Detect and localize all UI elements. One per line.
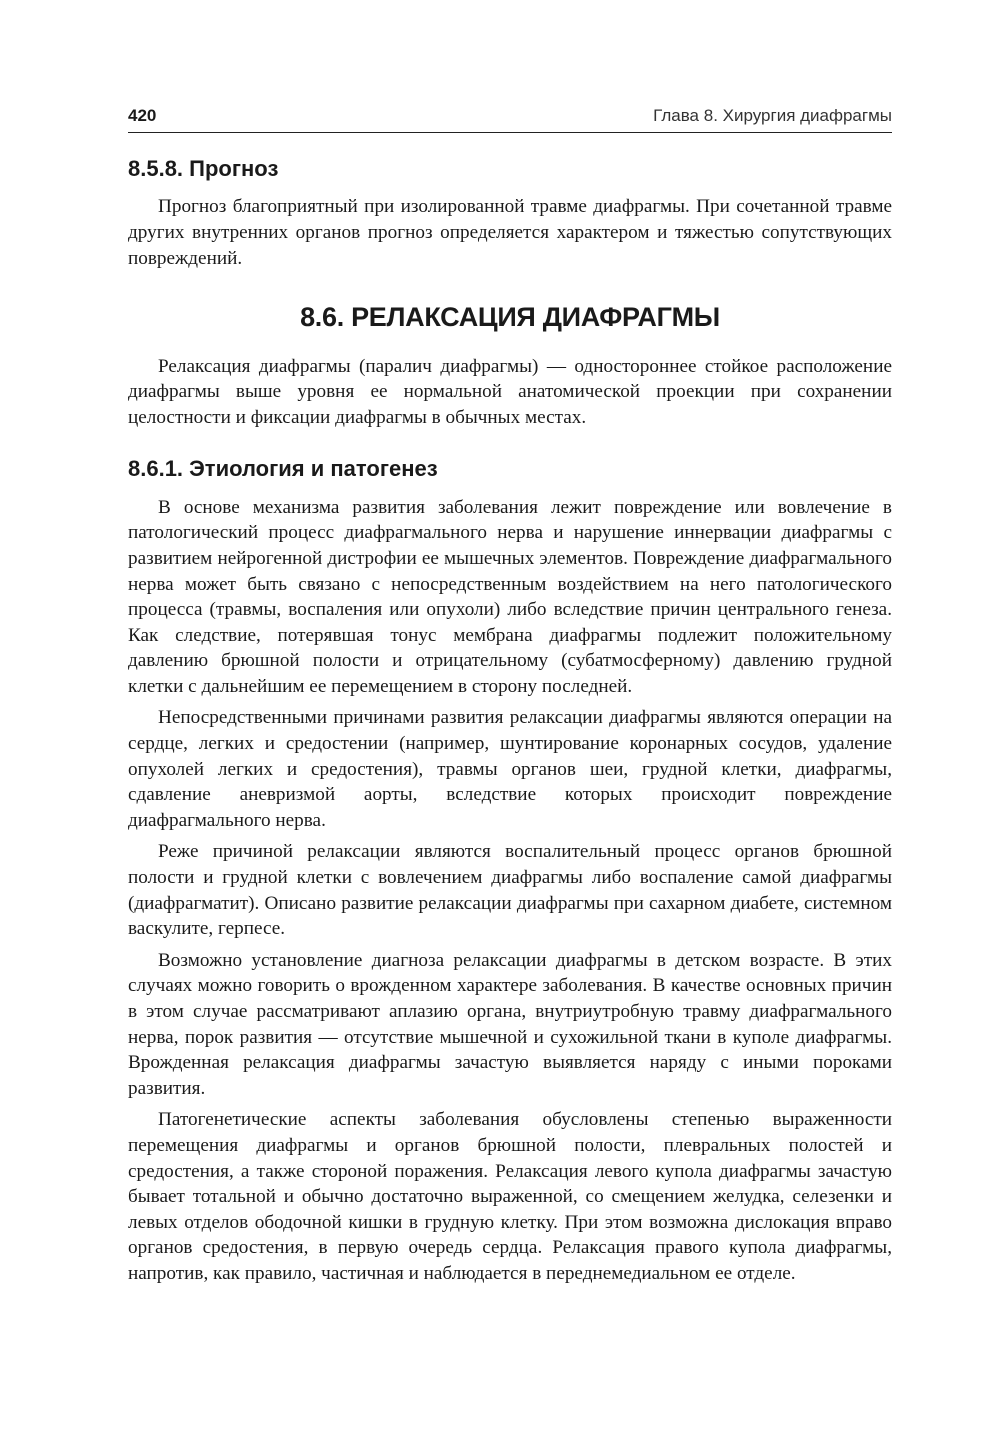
section-diaphragm-relaxation xyxy=(128,301,892,430)
paragraph: Непосредственными причинами развития релаксации диафрагмы являются операции на сердце, легких и средостении (например, шунтирование коронарных сосудов, удаление опухолей легких и средостения), травмы органов шеи, грудной клетки, диафрагмы, сдавление аневризмой аорты, вследствие которых происходит повреждение диафрагмального нерва. xyxy=(128,707,892,831)
section-heading-prognosis: 8.5.8. Прогноз xyxy=(128,156,279,181)
paragraph: Патогенетические аспекты заболевания обусловлены степенью выраженности перемещения диафрагмы и органов брюшной полости, плевральных полостей и средостения, а также стороной поражения. Релаксация левого купола диафрагмы зачастую бывает тотальной и обычно достаточно выраженной, со смещением желудка, селезенки и левых отделов ободочной кишки в грудную клетку. При этом возможна дислокация вправо органов средостения, в первую очередь сердца. Релаксация правого купола диафрагмы, напротив, как правило, частичная и наблюдается в переднемедиальном ее отделе. xyxy=(128,1109,892,1284)
chapter-section-heading: 8.6. РЕЛАКСАЦИЯ ДИАФРАГМЫ xyxy=(300,302,720,333)
paragraph: Прогноз благоприятный при изолированной травме диафрагмы. При сочетанной травме других внутренних органов прогноз определяется характером и тяжестью сопутствующих повреждений. xyxy=(128,196,892,269)
page-header xyxy=(128,104,892,132)
section-prognosis xyxy=(128,156,892,271)
header-rule xyxy=(128,132,892,133)
running-head: Глава 8. Хирургия диафрагмы xyxy=(653,106,892,125)
paragraph: Релаксация диафрагмы (паралич диафрагмы) — одностороннее стойкое расположение диафрагмы выше уровня ее нормальной анатомической проекции при сохранении целостности и фиксации диафрагмы в обычных местах. xyxy=(128,355,892,428)
page-number: 420 xyxy=(128,106,157,125)
page-content xyxy=(128,156,892,1293)
section-etiology xyxy=(128,456,892,1286)
paragraph: Реже причиной релаксации являются воспалительный процесс органов брюшной полости и грудной клетки с вовлечением диафрагмы либо воспаление самой диафрагмы (диафрагматит). Описано развитие релаксации диафрагмы при сахарном диабете, системном васкулите, герпесе. xyxy=(128,841,892,940)
paragraph: Возможно установление диагноза релаксации диафрагмы в детском возрасте. В этих случаях можно говорить о врожденном характере заболевания. В качестве основных причин в этом случае рассматривают аплазию органа, внутриутробную травму диафрагмального нерва, порок развития — отсутствие мышечной и сухожильной ткани в куполе диафрагмы. Врожденная релаксация диафрагмы зачастую выявляется наряду с иными пороками развития. xyxy=(128,949,892,1099)
section-heading-etiology: 8.6.1. Этиология и патогенез xyxy=(128,456,438,482)
paragraph: В основе механизма развития заболевания лежит повреждение или вовлечение в патологический процесс диафрагмального нерва и нарушение иннервации диафрагмы с развитием нейрогенной дистрофии ее мышечных элементов. Повреждение диафрагмального нерва может быть связано с непосредственным воздействием на него патологического процесса (травмы, воспаления или опухоли) либо вследствие причин центрального генеза. Как следствие, потерявшая тонус мембрана диафрагмы подлежит положительному давлению брюшной полости и отрицательному (субатмосферному) давлению грудной клетки с дальнейшим ее перемещением в сторону последней. xyxy=(128,496,892,697)
